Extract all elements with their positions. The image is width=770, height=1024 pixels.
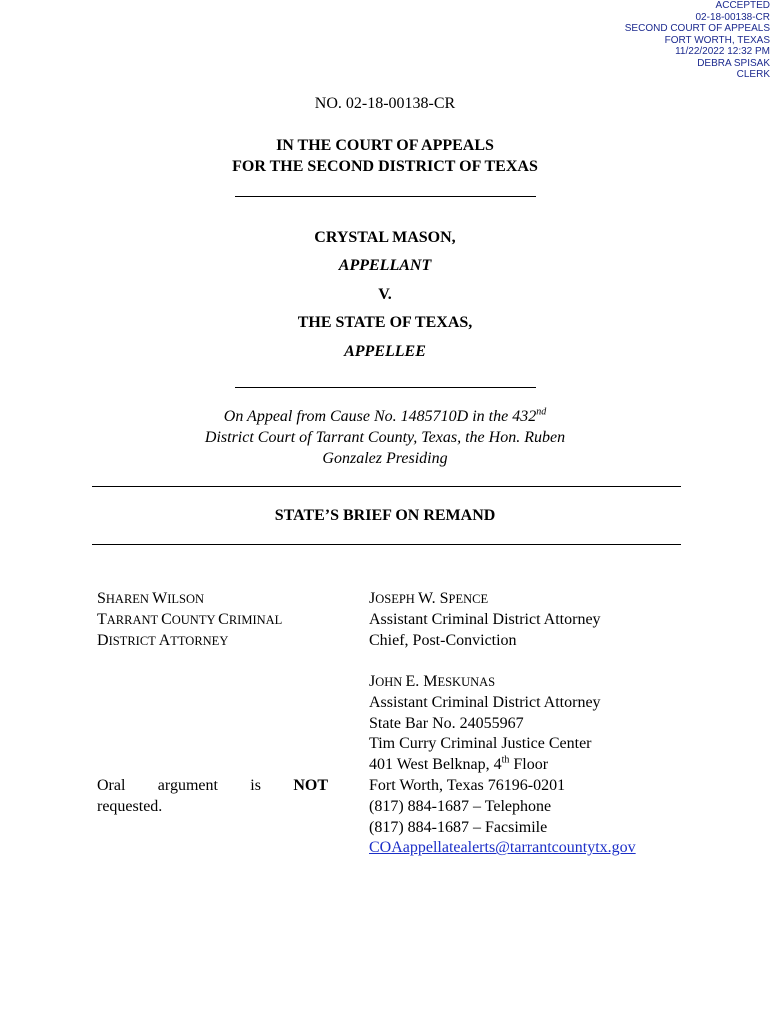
stamp-line: CLERK (736, 69, 770, 80)
divider-long (92, 486, 681, 487)
appeal-line-1-text: On Appeal from Cause No. 1485710D in the 432 (223, 408, 537, 425)
court-line-1: IN THE COURT OF APPEALS (276, 137, 494, 154)
attorney-2-city: Fort Worth, Texas 76196-0201 (369, 776, 566, 794)
oral-argument-line-2: requested. (97, 797, 163, 815)
attorney-2-name: JOHN E. MESKUNAS (369, 673, 496, 690)
attorney-2-fax: (817) 884-1687 – Facsimile (369, 818, 548, 836)
ordinal-suffix: th (501, 754, 510, 766)
ordinal-suffix: nd (536, 406, 547, 418)
appellee-role: APPELLEE (344, 343, 426, 360)
oral-argument-line-1: Oral argument is NOT (97, 777, 328, 794)
appellant-role: APPELLANT (338, 257, 432, 274)
court-line-2: FOR THE SECOND DISTRICT OF TEXAS (232, 158, 538, 175)
stamp-line: ACCEPTED (715, 0, 770, 11)
stamp-line: SECOND COURT OF APPEALS (624, 23, 770, 34)
stamp-line: 11/22/2022 12:32 PM (675, 46, 770, 57)
attorney-1-position: Chief, Post-Conviction (369, 631, 517, 649)
da-name: SHAREN WILSON (97, 590, 205, 607)
oral-argument-note (97, 776, 328, 818)
versus: V. (378, 286, 392, 303)
attorney-2-building: Tim Curry Criminal Justice Center (369, 735, 592, 753)
da-office-line-2: DISTRICT ATTORNEY (97, 631, 229, 649)
appeal-line-2: District Court of Tarrant County, Texas, the Hon. Ruben (204, 429, 566, 446)
attorney-2-block (369, 672, 636, 859)
divider-short (235, 196, 536, 197)
attorney-2-email-link[interactable]: COAappellatealerts@tarrantcountytx.gov (369, 839, 636, 857)
stamp-line: FORT WORTH, TEXAS (664, 34, 770, 46)
attorney-2-street: 401 West Belknap, 4th Floor (369, 754, 549, 774)
stamp-line: 02-18-00138-CR (695, 11, 770, 23)
appeal-line-3: Gonzalez Presiding (322, 450, 448, 467)
district-attorney-block (97, 589, 282, 651)
divider-long (92, 544, 681, 545)
stamp-line: DEBRA SPISAK (697, 57, 770, 69)
attorney-1-block (369, 589, 601, 651)
case-number: NO. 02-18-00138-CR (314, 95, 456, 112)
appeal-line-1 (0, 406, 770, 427)
attorney-1-title: Assistant Criminal District Attorney (369, 610, 601, 628)
appellee-name: THE STATE OF TEXAS, (297, 314, 473, 331)
attorney-2-bar-number: State Bar No. 24055967 (369, 714, 524, 732)
divider-short (235, 387, 536, 388)
attorney-2-phone: (817) 884-1687 – Telephone (369, 797, 552, 815)
brief-title: STATE’S BRIEF ON REMAND (274, 507, 496, 524)
clerk-stamp (570, 0, 770, 81)
attorney-1-name: JOSEPH W. SPENCE (369, 590, 489, 607)
attorney-2-title: Assistant Criminal District Attorney (369, 693, 601, 711)
da-office-line-1: TARRANT COUNTY CRIMINAL (97, 610, 283, 628)
appellant-name: CRYSTAL MASON, (314, 229, 456, 246)
